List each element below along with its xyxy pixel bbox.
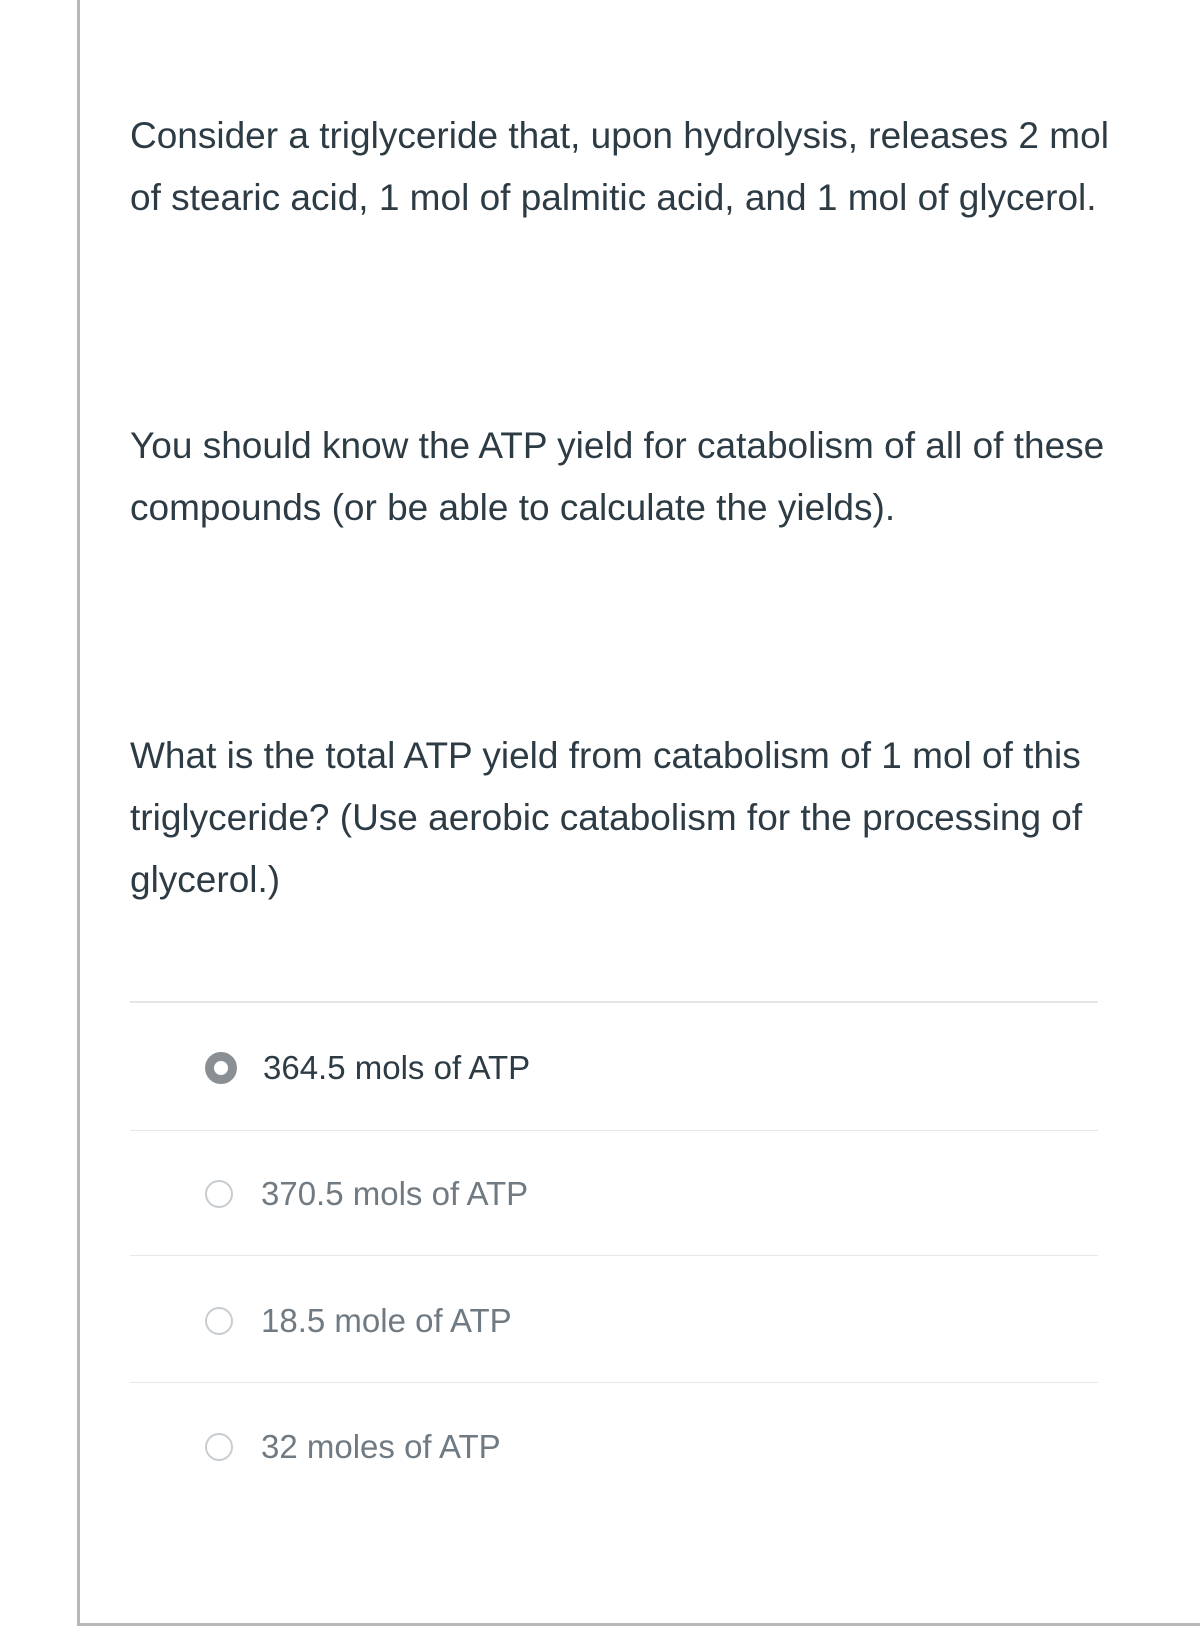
- answer-option-label: 32 moles of ATP: [261, 1428, 501, 1465]
- question-text-intro: Consider a triglyceride that, upon hydrolysis, releases 2 mol of stearic acid, 1 mol of palmitic acid, and 1 mol of glycerol.: [130, 115, 1109, 218]
- answer-divider: [130, 1382, 1098, 1383]
- radio-unselected-icon[interactable]: [205, 1180, 233, 1208]
- answer-option-label: 370.5 mols of ATP: [261, 1175, 529, 1212]
- question-text-prompt: What is the total ATP yield from catabolism of 1 mol of this triglyceride? (Use aerobic catabolism for the processing of glycerol.): [130, 735, 1083, 900]
- answer-option-1[interactable]: [205, 1045, 905, 1091]
- radio-unselected-icon[interactable]: [205, 1433, 233, 1461]
- answer-option-3[interactable]: [205, 1298, 905, 1344]
- question-text-hint: You should know the ATP yield for catabolism of all of these compounds (or be able to calculate the yields).: [130, 425, 1105, 528]
- answer-divider: [130, 1130, 1098, 1131]
- radio-unselected-icon[interactable]: [205, 1307, 233, 1335]
- answer-option-2[interactable]: [205, 1171, 905, 1217]
- answer-option-label: 364.5 mols of ATP: [263, 1049, 531, 1086]
- radio-selected-icon[interactable]: [205, 1052, 237, 1084]
- answer-option-4[interactable]: [205, 1424, 905, 1470]
- answer-option-label: 18.5 mole of ATP: [261, 1302, 512, 1339]
- answers-top-divider: [130, 1001, 1098, 1003]
- answer-divider: [130, 1255, 1098, 1256]
